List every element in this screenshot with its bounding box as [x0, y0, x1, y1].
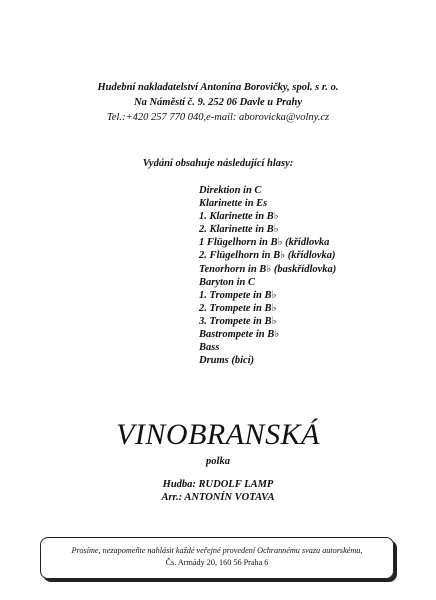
part-item: Bass	[199, 342, 220, 354]
notice-text: Prosíme, nezapomeňte nahlásit každé veřejné provedení Ochrannému svazu autorskému,	[71, 546, 363, 555]
part-item: 2. Klarinette in B♭	[199, 224, 279, 236]
part-item: Drums (bicí)	[199, 355, 255, 367]
part-item: Bastrompete in B♭	[199, 329, 280, 341]
part-item: Baryton in C	[199, 276, 256, 288]
part-item: Klarinette in Es	[199, 198, 268, 210]
copyright-notice-box	[40, 537, 394, 579]
credits-block	[0, 478, 436, 504]
part-item: 1. Klarinette in B♭	[199, 211, 279, 223]
part-item: 2. Flügelhorn in B♭ (křídlovka)	[199, 250, 336, 262]
publisher-block	[0, 80, 436, 125]
publisher-contact: Tel.:+420 257 770 040,e-mail: aborovicka@volny.cz	[106, 112, 330, 123]
music-credit: Hudba: RUDOLF LAMP	[162, 479, 274, 490]
part-item: 1 Flügelhorn in B♭ (křídlovka	[199, 237, 330, 249]
part-item: 3. Trompete in B♭	[199, 315, 277, 327]
part-item: 2. Trompete in B♭	[199, 302, 277, 314]
work-genre: polka	[206, 456, 230, 467]
arrangement-credit: Arr.: ANTONÍN VOTAVA	[161, 492, 275, 503]
parts-list	[199, 184, 336, 367]
part-item: 1. Trompete in B♭	[199, 289, 277, 301]
publisher-name: Hudební nakladatelství Antonína Borovičky, spol. s r. o.	[97, 82, 339, 93]
part-item: Direktion in C	[199, 185, 262, 196]
parts-heading: Vydání obsahuje následující hlasy:	[142, 158, 294, 169]
part-item: Tenorhorn in B♭ (baskřídlovka)	[199, 263, 337, 275]
publisher-address: Na Náměstí č. 9. 252 06 Davle u Prahy	[134, 97, 302, 108]
work-title: VINOBRANSKÁ	[116, 418, 320, 451]
notice-address: Čs. Armády 20, 160 56 Praha 6	[165, 558, 269, 567]
